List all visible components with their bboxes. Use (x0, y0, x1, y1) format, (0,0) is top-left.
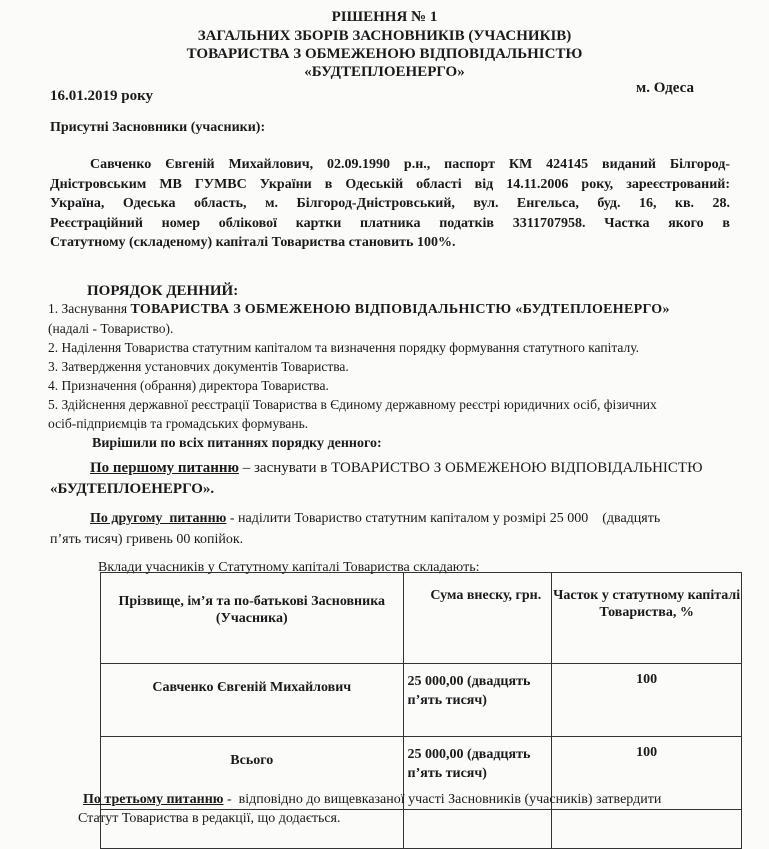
resolution-text-cont: п’ять тисяч) гривень 00 копійок. (50, 532, 244, 547)
document-subtitle-line-2: ТОВАРИСТВА З ОБМЕЖЕНОЮ ВІДПОВІДАЛЬНІСТЮ (186, 46, 583, 62)
founder-line: Дністровським МВ ГУМВС України в Одеській області від 14.11.2006 року, зареєстрований: (50, 176, 730, 192)
agenda-item-company: ТОВАРИСТВА З ОБМЕЖЕНОЮ ВІДПОВІДАЛЬНІСТЮ «БУДТЕПЛОЕНЕРГО» (130, 302, 670, 317)
cell-share-percent: 100 (552, 664, 742, 737)
resolution-label: По третьому питанню (83, 792, 224, 807)
agenda-item (48, 299, 738, 319)
document-date: 16.01.2019 року (50, 88, 154, 104)
document-subtitle-line-1: ЗАГАЛЬНИХ ЗБОРІВ ЗАСНОВНИКІВ (УЧАСНИКІВ) (197, 28, 572, 44)
resolution-text: – заснувати в ТОВАРИСТВО З ОБМЕЖЕНОЮ ВІДПОВІДАЛЬНІСТЮ (239, 460, 703, 476)
table-row (101, 664, 742, 737)
table-header-row (101, 573, 742, 664)
resolution-label: По другому питанню (90, 511, 227, 526)
resolution-second (50, 508, 740, 550)
resolution-text: - відповідно до вищевказаної участі Засновників (учасників) затвердити (223, 792, 662, 807)
cell-empty (552, 810, 742, 849)
header-contribution-sum: Сума внеску, грн. (403, 573, 552, 664)
resolution-label: По першому питанню (90, 460, 239, 476)
cell-founder-name: Всього (101, 737, 404, 810)
agenda-item-continuation: (надалі - Товариство). (48, 321, 174, 336)
header-founder-name: Прізвище, ім’я та по-батькові Засновника (Учасника) (101, 573, 404, 664)
agenda-item: 4. Призначення (обрання) директора Товариства. (48, 378, 329, 393)
header-share-percent: Часток у статутному капіталі Товариства, % (552, 573, 742, 664)
cell-contribution-sum: 25 000,00 (двадцять п’ять тисяч) (403, 737, 552, 810)
founder-line: Реєстраційний номер облікової картки платника податків 3311707958. Частка якого в (50, 215, 730, 231)
founder-line: Статутному (складеному) капіталі Товариства становить 100%. (50, 235, 456, 250)
document-title: РІШЕННЯ № 1 (331, 9, 438, 25)
resolution-text-cont: «БУДТЕПЛОЕНЕРГО». (50, 481, 215, 497)
cell-share-percent: 100 (552, 737, 742, 810)
present-founders-label: Присутні Засновники (учасники): (50, 120, 266, 135)
agenda-item: 3. Затвердження установчих документів Товариства. (48, 359, 349, 374)
founder-line: Савченко Євгеній Михайлович, 02.09.1990 р.н., паспорт КМ 424145 виданий Білгород- (90, 157, 730, 172)
agenda-item-text: 1. Заснування (48, 301, 131, 316)
agenda-item-continuation: осіб-підприємців та громадських формувань. (48, 416, 309, 431)
agenda-title: ПОРЯДОК ДЕННИЙ: (87, 283, 239, 299)
resolutions-intro: Вирішили по всіх питаннях порядку денного: (92, 436, 382, 451)
resolution-third (83, 789, 753, 810)
cell-founder-name: Савченко Євгеній Михайлович (101, 664, 404, 737)
cell-empty (403, 810, 552, 849)
document-city: м. Одеса (636, 80, 694, 96)
resolution-first (50, 458, 740, 500)
resolution-text: - наділити Товариство статутним капіталом у розмірі 25 000 (двадцять (226, 511, 661, 526)
cell-contribution-sum: 25 000,00 (двадцять п’ять тисяч) (403, 664, 552, 737)
founder-details (50, 155, 730, 253)
company-name: «БУДТЕПЛОЕНЕРГО» (304, 64, 465, 80)
resolution-text-cont: Статут Товариства в редакції, що додається. (78, 811, 341, 826)
agenda-item: 5. Здійснення державної реєстрації Товариства в Єдиному державному реєстрі юридичних осіб, фізичних (48, 397, 657, 412)
agenda-list (48, 299, 738, 433)
founder-line: Україна, Одеська область, м. Білгород-Дністровський, вул. Енгельса, буд. 16, кв. 28. (50, 196, 730, 211)
agenda-item: 2. Наділення Товариства статутним капіталом та визначення порядку формування статутного капіталу. (48, 340, 640, 355)
contributions-label: Вклади учасників у Статутному капіталі Товариства складають: (98, 560, 480, 575)
